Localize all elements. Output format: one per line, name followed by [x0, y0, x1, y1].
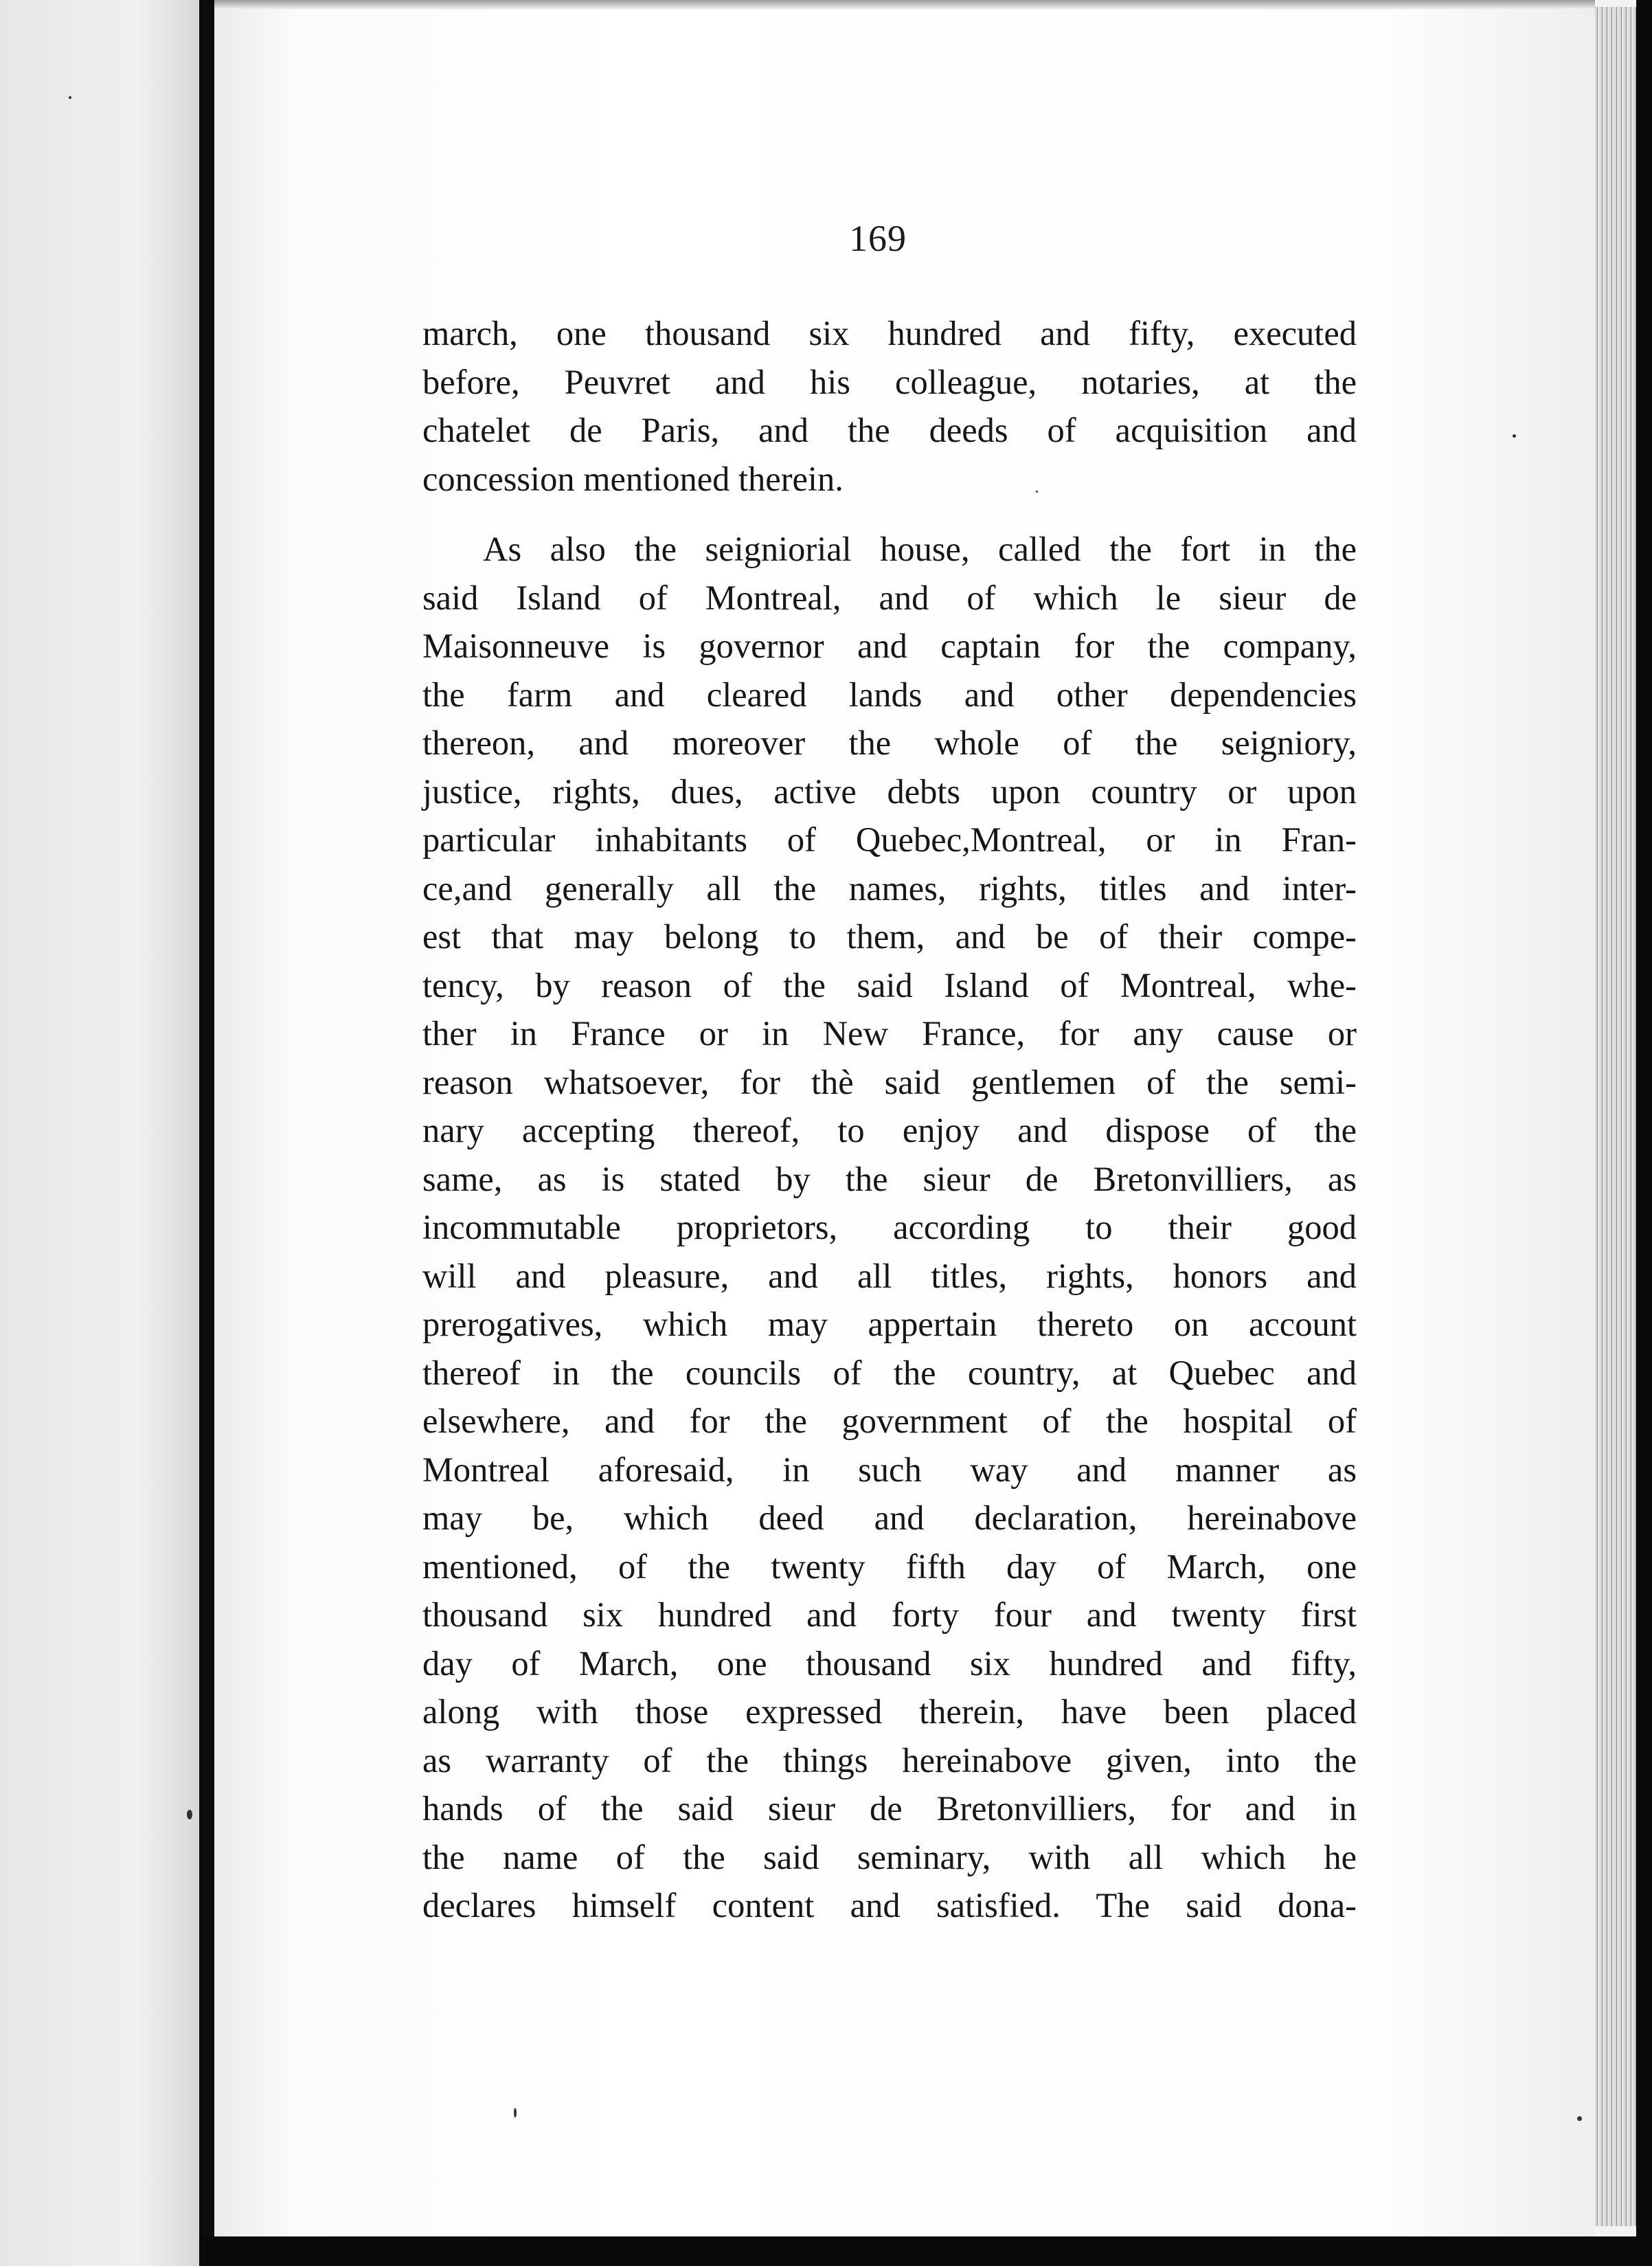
text-line: As also the seigniorial house, called the fort in the	[483, 530, 1357, 568]
text-line: hands of the said sieur de Bretonvilliers, for and in	[422, 1789, 1357, 1828]
page-top-edge	[214, 0, 1595, 10]
text-line: chatelet de Paris, and the deeds of acquisition and	[422, 411, 1357, 449]
page-stack-edges	[1595, 7, 1636, 2226]
scan-border-bottom	[199, 2236, 1652, 2266]
text-line: incommutable proprietors, according to their good	[422, 1208, 1357, 1246]
dust-speck	[514, 2108, 517, 2118]
text-line: prerogatives, which may appertain thereto on account	[422, 1305, 1357, 1343]
dust-speck	[1577, 2116, 1582, 2121]
text-line: same, as is stated by the sieur de Bretonvilliers, as	[422, 1159, 1357, 1198]
text-line: declares himself content and satisfied. The said dona-	[422, 1886, 1357, 1925]
text-line: before, Peuvret and his colleague, notaries, at the	[422, 362, 1357, 401]
text-line: thousand six hundred and forty four and twenty first	[422, 1595, 1357, 1634]
text-line: Maisonneuve is governor and captain for the company,	[422, 627, 1357, 665]
text-line: tency, by reason of the said Island of Montreal, whe-	[422, 965, 1357, 1005]
scan-border-right	[1636, 0, 1652, 2266]
text-line: as warranty of the things hereinabove given, into the	[422, 1740, 1357, 1780]
text-line: ther in France or in New France, for any cause or	[422, 1014, 1357, 1053]
binding-gutter	[199, 0, 214, 2266]
text-line: the farm and cleared lands and other dependencies	[422, 675, 1357, 714]
text-line: ce,and generally all the names, rights, titles and inter-	[422, 868, 1357, 908]
dust-speck	[187, 1810, 192, 1819]
paragraph-main	[422, 525, 1357, 1930]
text-line: particular inhabitants of Quebec,Montreal, or in Fran-	[422, 820, 1357, 859]
text-line: elsewhere, and for the government of the hospital of	[422, 1402, 1357, 1440]
text-line: the name of the said seminary, with all which he	[422, 1837, 1357, 1876]
text-line: said Island of Montreal, and of which le sieur de	[422, 578, 1357, 617]
text-line: along with those expressed therein, have been placed	[422, 1692, 1357, 1731]
text-line: may be, which deed and declaration, hereinabove	[422, 1499, 1357, 1537]
dust-speck	[1513, 434, 1516, 438]
previous-page-edge	[0, 0, 199, 2266]
text-line: reason whatsoever, for thè said gentlemen of the semi-	[422, 1062, 1357, 1101]
text-line: will and pleasure, and all titles, rights, honors and	[422, 1256, 1357, 1295]
text-line: march, one thousand six hundred and fifty, executed	[422, 314, 1357, 352]
page-number: 169	[849, 218, 907, 259]
text-line: concession mentioned therein.	[422, 459, 844, 498]
text-line: est that may belong to them, and be of their compe-	[422, 917, 1357, 956]
text-line: day of March, one thousand six hundred and fifty,	[422, 1644, 1357, 1683]
text-line: nary accepting thereof, to enjoy and dispose of the	[422, 1111, 1357, 1149]
text-line: justice, rights, dues, active debts upon country or upon	[422, 772, 1357, 811]
paragraph-continuation	[422, 309, 1357, 503]
text-line: thereof in the councils of the country, at Quebec and	[422, 1353, 1357, 1392]
text-line: Montreal aforesaid, in such way and manner as	[422, 1450, 1357, 1489]
text-line: thereon, and moreover the whole of the seigniory,	[422, 723, 1357, 762]
dust-speck	[69, 96, 71, 99]
text-line: mentioned, of the twenty fifth day of March, one	[422, 1547, 1357, 1586]
body-text	[422, 309, 1357, 1930]
